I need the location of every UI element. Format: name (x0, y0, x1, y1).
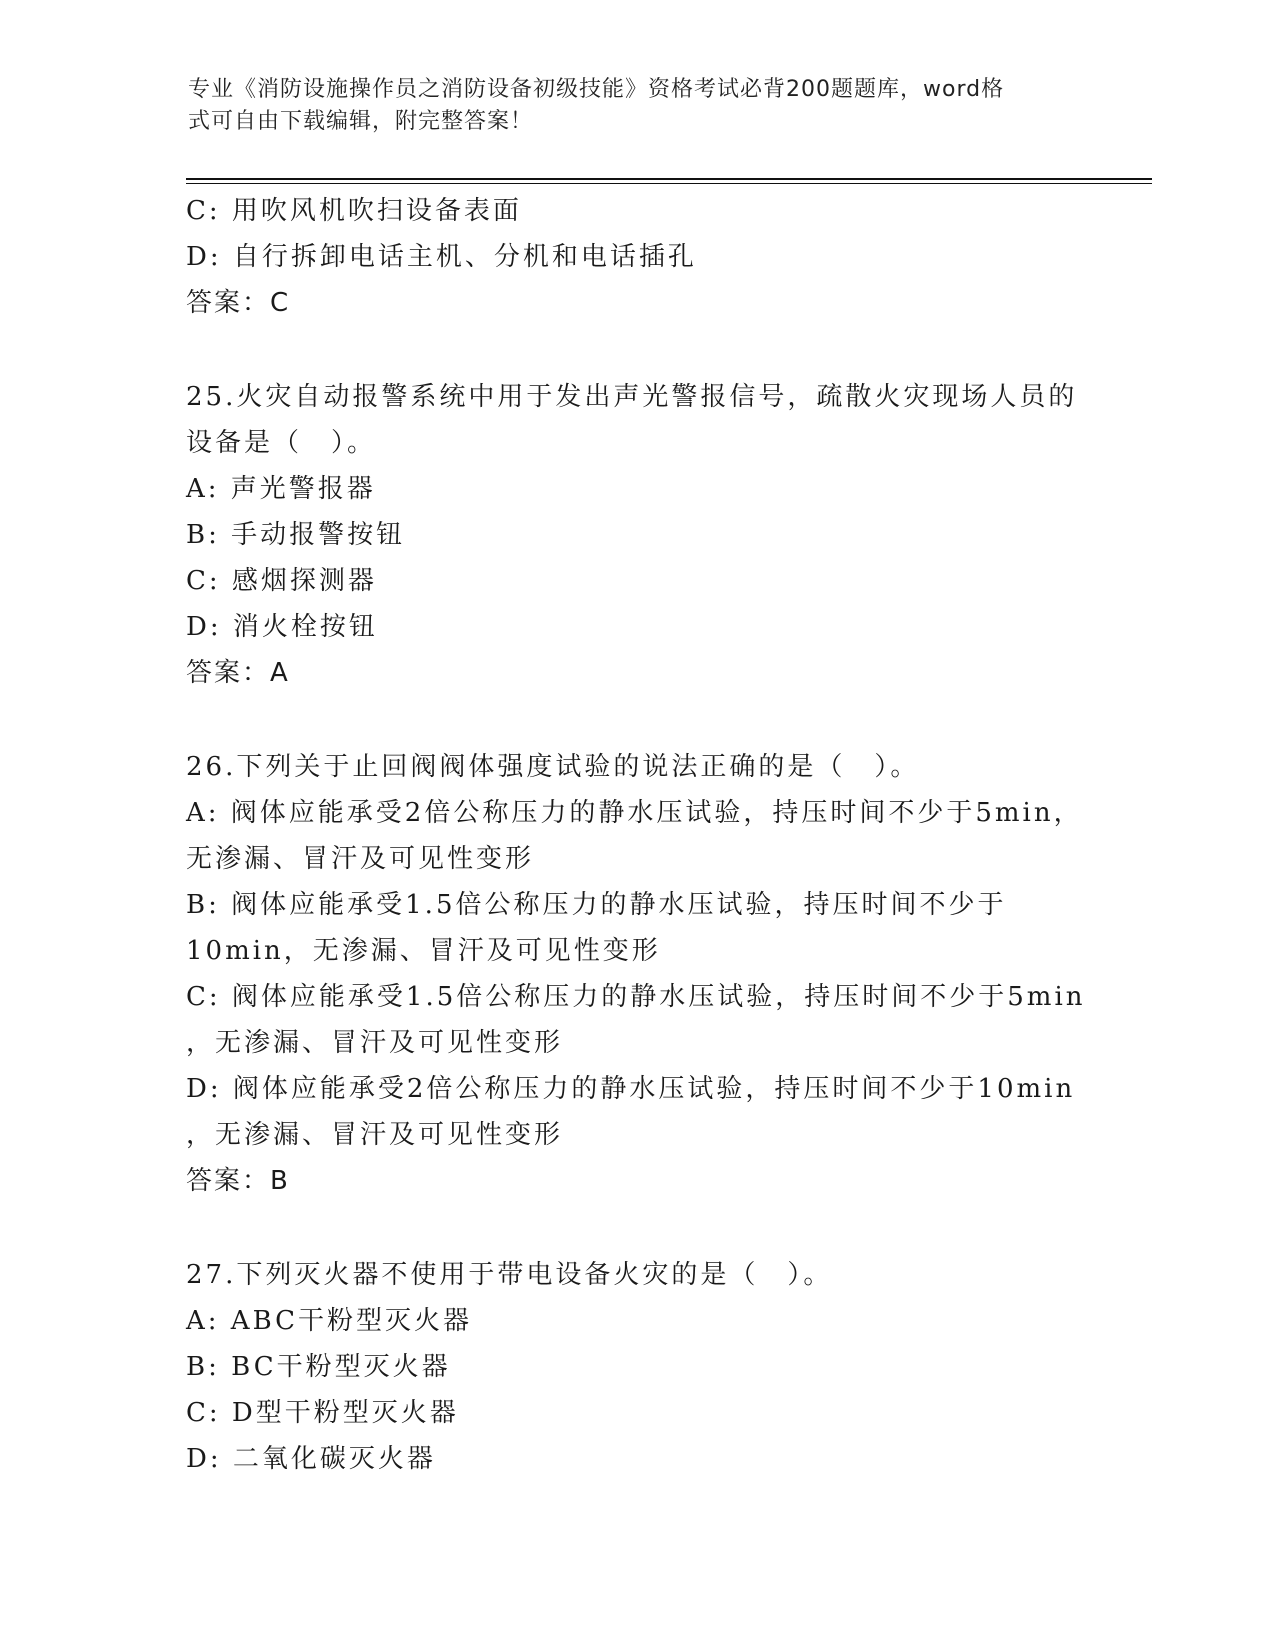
question-content (186, 188, 1086, 1482)
option-c: C: D型干粉型灭火器 (186, 1398, 459, 1428)
option-a: A: 阀体应能承受2倍公称压力的静水压试验，持压时间不少于5min， (186, 798, 1083, 828)
option-d: D: 自行拆卸电话主机、分机和电话插孔 (186, 242, 697, 272)
answer-line: 答案：A (186, 658, 290, 688)
header-line-2: 式可自由下载编辑，附完整答案！ (188, 109, 534, 134)
option-d: D: 消火栓按钮 (186, 612, 378, 642)
option-b: B: BC干粉型灭火器 (186, 1352, 451, 1382)
question-stem: 27.下列灭火器不使用于带电设备火灾的是（ ）。 (186, 1260, 833, 1290)
header-rule-thick (186, 178, 1152, 180)
header-line-1: 专业《消防设施操作员之消防设备初级技能》资格考试必背200题题库，word格 (188, 77, 1005, 102)
question-25 (186, 374, 1086, 696)
option-c: C: 阀体应能承受1.5倍公称压力的静水压试验，持压时间不少于5min (186, 982, 1086, 1012)
option-c-cont: ，无渗漏、冒汗及可见性变形 (186, 1028, 564, 1058)
question-stem: 设备是（ ）。 (186, 428, 377, 458)
option-b-cont: 10min，无渗漏、冒汗及可见性变形 (186, 936, 661, 966)
option-d-cont: ，无渗漏、冒汗及可见性变形 (186, 1120, 564, 1150)
question-27 (186, 1252, 1086, 1482)
option-d: D: 二氧化碳灭火器 (186, 1444, 436, 1474)
option-a: A: ABC干粉型灭火器 (186, 1306, 473, 1336)
option-b: B: 手动报警按钮 (186, 520, 406, 550)
question-stem: 26.下列关于止回阀阀体强度试验的说法正确的是（ ）。 (186, 752, 920, 782)
option-a: A: 声光警报器 (186, 474, 376, 504)
document-header (188, 74, 1068, 138)
option-d: D: 阀体应能承受2倍公称压力的静水压试验，持压时间不少于10min (186, 1074, 1076, 1104)
answer-line: 答案：B (186, 1166, 290, 1196)
option-a-cont: 无渗漏、冒汗及可见性变形 (186, 844, 535, 874)
question-26 (186, 744, 1086, 1204)
option-c: C: 感烟探测器 (186, 566, 377, 596)
question-stem: 25.火灾自动报警系统中用于发出声光警报信号，疏散火灾现场人员的 (186, 382, 1078, 412)
option-b: B: 阀体应能承受1.5倍公称压力的静水压试验，持压时间不少于 (186, 890, 1007, 920)
answer-line: 答案：C (186, 288, 291, 318)
option-c: C: 用吹风机吹扫设备表面 (186, 196, 522, 226)
header-rule-thin (186, 183, 1152, 184)
